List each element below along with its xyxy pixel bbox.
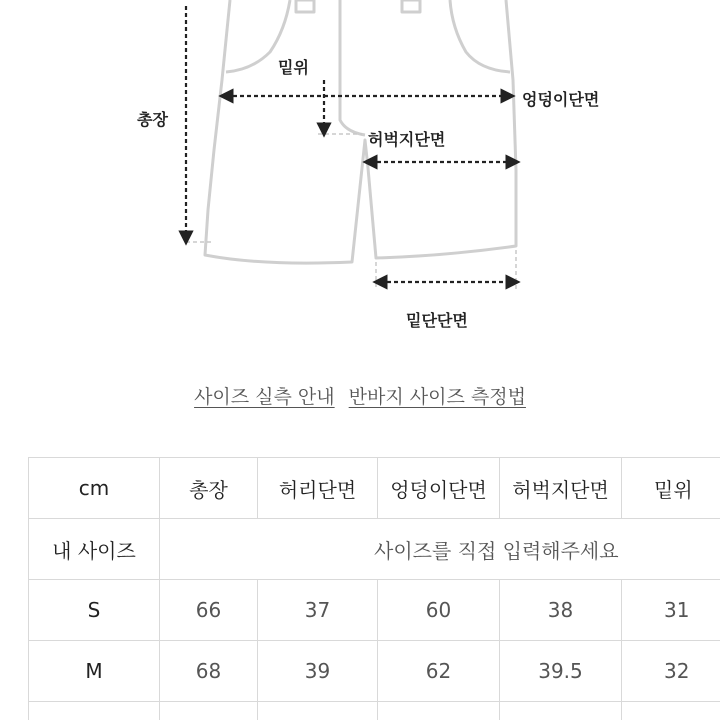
size-table <box>28 457 720 720</box>
unit-header: cm <box>29 458 160 519</box>
table-cell: 31 <box>622 580 720 641</box>
table-cell: 60 <box>378 580 500 641</box>
table-row <box>29 580 720 641</box>
table-cell <box>160 702 258 720</box>
shorts-outline <box>205 0 516 263</box>
column-header: 허리단면 <box>258 458 378 519</box>
table-row <box>29 641 720 702</box>
table-cell <box>258 702 378 720</box>
table-cell <box>500 702 622 720</box>
table-row-partial <box>29 702 720 720</box>
table-cell: 38 <box>500 580 622 641</box>
my-size-row <box>29 519 720 580</box>
guide-lines <box>186 134 516 290</box>
thigh-label: 허벅지단면 <box>368 130 446 149</box>
length-label: 총장 <box>137 110 168 129</box>
shorts-measure-method-link[interactable]: 반바지 사이즈 측정법 <box>348 386 526 408</box>
table-cell: 37 <box>258 580 378 641</box>
table-cell <box>378 702 500 720</box>
shorts-measurement-diagram <box>0 0 720 350</box>
column-header: 엉덩이단면 <box>378 458 500 519</box>
table-cell: 68 <box>160 641 258 702</box>
size-label: M <box>29 641 160 702</box>
table-cell: 39 <box>258 641 378 702</box>
column-header: 밑위 <box>622 458 720 519</box>
shorts-illustration <box>0 0 720 350</box>
my-size-label: 내 사이즈 <box>29 519 160 580</box>
table-header-row <box>29 458 720 519</box>
table-cell <box>29 702 160 720</box>
table-cell: 32 <box>622 641 720 702</box>
column-header: 허벅지단면 <box>500 458 622 519</box>
hem-label: 밑단단면 <box>406 311 468 330</box>
column-header: 총장 <box>160 458 258 519</box>
table-cell: 62 <box>378 641 500 702</box>
size-measure-guide-link[interactable]: 사이즈 실측 안내 <box>194 386 335 408</box>
size-guide-links <box>0 382 720 409</box>
size-label: S <box>29 580 160 641</box>
table-cell: 66 <box>160 580 258 641</box>
my-size-input[interactable]: 사이즈를 직접 입력해주세요 <box>160 519 720 580</box>
table-cell: 39.5 <box>500 641 622 702</box>
table-cell <box>622 702 720 720</box>
hip-label: 엉덩이단면 <box>522 90 600 109</box>
rise-label: 밑위 <box>278 58 309 77</box>
